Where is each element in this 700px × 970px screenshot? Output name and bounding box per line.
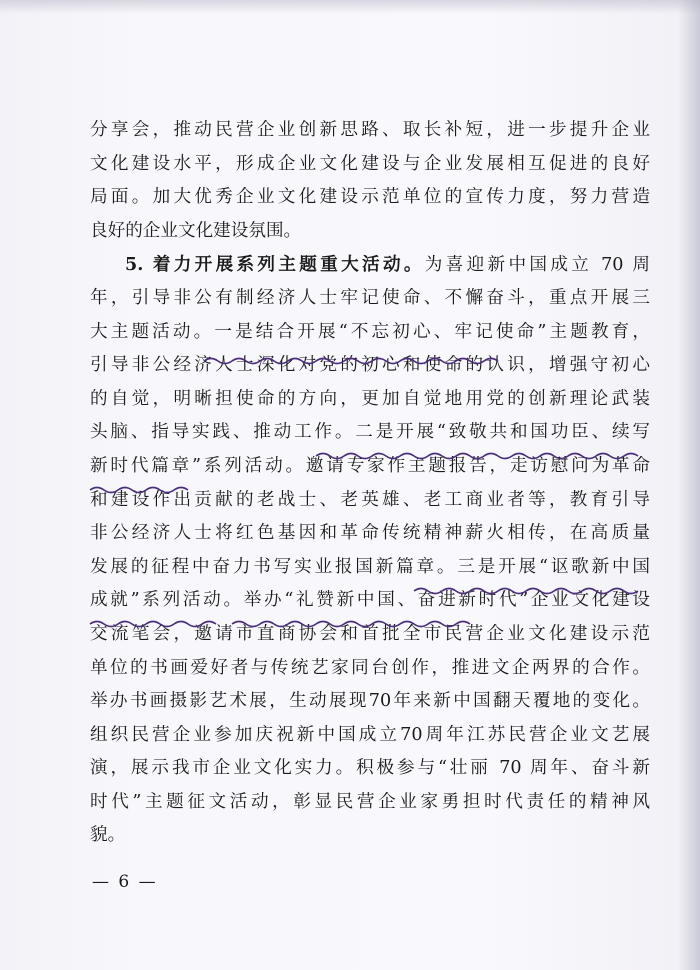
body-text xyxy=(90,114,650,853)
text-line: 新时代篇章”系列活动。邀请专家作主题报告，走访慰问为革命 xyxy=(90,455,650,476)
text-line: 头脑、指导实践、推动工作。二是开展“致敬共和国功臣、续写 xyxy=(90,422,650,443)
text-line: 分享会，推动民营企业创新思路、取长补短，进一步提升企业 xyxy=(90,120,650,140)
scan-shadow-edge xyxy=(678,0,700,970)
text-line: 演，展示我市企业文化实力。积极参与“壮丽 70 周年、奋斗新 xyxy=(90,758,650,779)
text-line: 交流笔会，邀请市直商协会和首批全市民营企业文化建设示范 xyxy=(90,623,650,644)
section-heading-line xyxy=(90,248,650,282)
text-line: 良好的企业文化建设氛围。 xyxy=(90,220,302,241)
section-heading-rest: 为喜迎新中国成立 70 周 xyxy=(424,255,650,276)
text-line: 文化建设水平，形成企业文化建设与企业发展相互促进的良好 xyxy=(90,153,650,174)
text-line: 非公经济人士将红色基因和革命传统精神薪火相传，在高质量 xyxy=(90,523,650,544)
pen-underline-mark xyxy=(316,451,650,461)
page-number: — 6 — xyxy=(92,872,158,892)
text-line: 组织民营企业参加庆祝新中国成立70周年江苏民营企业文艺展 xyxy=(90,724,650,745)
text-line: 时代”主题征文活动，彰显民营企业家勇担时代责任的精神风 xyxy=(90,791,650,812)
text-line: 年，引导非公有制经济人士牢记使命、不懈奋斗，重点开展三 xyxy=(90,287,650,308)
text-line: 举办书画摄影艺术展，生动展现70年来新中国翻天覆地的变化。 xyxy=(90,691,650,712)
pen-underline-mark xyxy=(232,619,482,629)
text-line: 成就”系列活动。举办“礼赞新中国、奋进新时代”企业文化建设 xyxy=(90,590,650,611)
text-line: 发展的征程中奋力书写实业报国新篇章。三是开展“讴歌新中国 xyxy=(90,556,650,577)
pen-underline-mark xyxy=(90,485,194,495)
section-heading: 5. 着力开展系列主题重大活动。 xyxy=(125,254,425,276)
pen-underline-mark xyxy=(414,586,650,596)
text-line: 和建设作出贡献的老战士、老英雄、老工商业者等，教育引导 xyxy=(90,489,650,510)
scan-shadow-top xyxy=(0,0,700,14)
text-line: 单位的书画爱好者与传统艺家同台创作，推进文企两界的合作。 xyxy=(90,657,650,678)
pen-underline-mark xyxy=(204,356,504,366)
text-line: 的自觉，明晰担使命的方向，更加自觉地用党的创新理论武装 xyxy=(90,388,650,409)
text-line: 貌。 xyxy=(90,825,126,846)
text-line: 局面。加大优秀企业文化建设示范单位的宣传力度，努力营造 xyxy=(90,187,650,208)
text-line: 大主题活动。一是结合开展“不忘初心、牢记使命”主题教育， xyxy=(90,321,650,342)
text-line: 引导非公经济人士深化对党的初心和使命的认识，增强守初心 xyxy=(90,355,650,376)
pen-underline-mark xyxy=(90,619,218,629)
